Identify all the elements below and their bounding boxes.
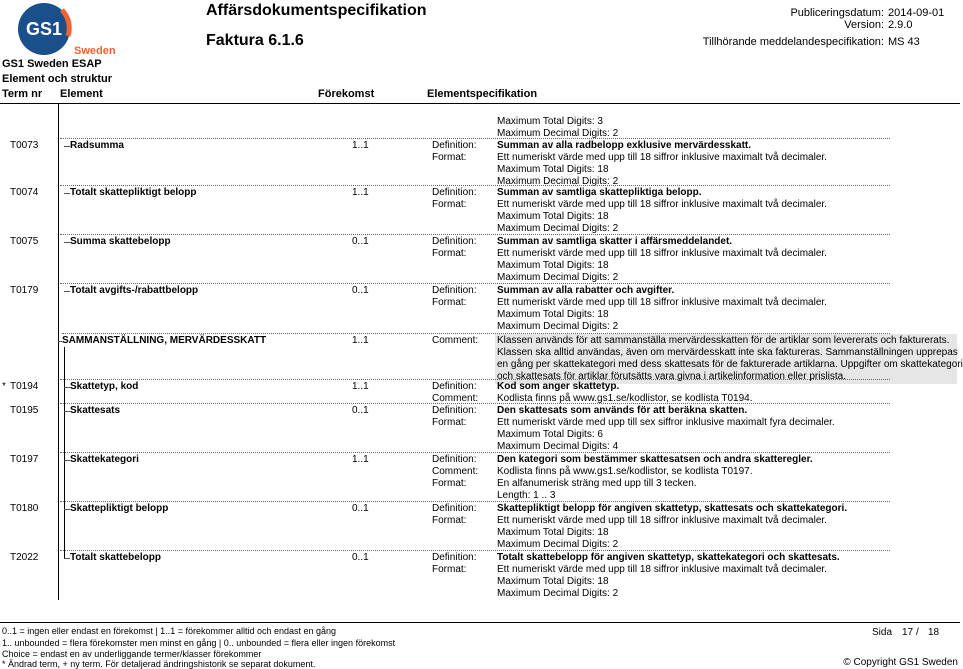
- row-separator: [60, 452, 890, 453]
- row-separator: [60, 185, 890, 186]
- term-number: T0073: [10, 140, 39, 151]
- element-name: Skattepliktigt belopp: [70, 503, 169, 514]
- footer-legend-1: 0..1 = ingen eller endast en förekomst | 1..1 = förekommer alltid och endast en gång: [2, 626, 337, 636]
- spec-label: Format:: [432, 297, 467, 308]
- element-name: Totalt avgifts-/rabattbelopp: [70, 285, 199, 296]
- element-name: Summa skattebelopp: [70, 236, 171, 247]
- occurrence: 1..1: [352, 187, 369, 198]
- spec-label: Comment:: [432, 335, 479, 346]
- term-number: T0195: [10, 405, 39, 416]
- spec-label: Comment:: [432, 466, 479, 477]
- spec-text: Maximum Total Digits: 18: [497, 309, 609, 320]
- occurrence: 1..1: [352, 454, 369, 465]
- term-number: T0197: [10, 454, 39, 465]
- element-name: Totalt skattepliktigt belopp: [70, 187, 197, 198]
- spec-continuation: Maximum Total Digits: 3: [497, 116, 603, 127]
- definition-text: Totalt skattebelopp för angiven skattetyp, skattekategori och skattesats.: [497, 552, 840, 563]
- spec-text: Maximum Total Digits: 18: [497, 527, 609, 538]
- page-current: 17: [902, 627, 914, 638]
- spec-continuation: Maximum Decimal Digits: 2: [497, 128, 619, 139]
- spec-text: En alfanumerisk sträng med upp till 3 tecken.: [497, 478, 697, 489]
- row-separator: [60, 550, 890, 551]
- document-title: Affärsdokumentspecifikation: [206, 2, 427, 19]
- row-separator: [60, 234, 890, 235]
- definition-text: Den skattesats som används för att beräkna skatten.: [497, 405, 748, 416]
- spec-text: Kodlista finns på www.gs1.se/kodlistor, se kodlista T0197.: [497, 466, 753, 477]
- document-subtitle: Faktura 6.1.6: [206, 32, 304, 49]
- term-number: T0180: [10, 503, 39, 514]
- spec-label: Format:: [432, 152, 467, 163]
- spec-label: Definition:: [432, 285, 477, 296]
- column-header-term: Term nr: [2, 88, 43, 100]
- spec-text: Ett numeriskt värde med upp till 18 siffror inklusive maximalt två decimaler.: [497, 564, 827, 575]
- spec-text: en gång per skattekategori med dess skattesats för de fakturerade artiklarna. Uppgifter om skattekategori: [497, 359, 963, 370]
- spec-text: Maximum Decimal Digits: 2: [497, 223, 619, 234]
- section-title: Element och struktur: [2, 73, 113, 85]
- spec-text: Maximum Decimal Digits: 2: [497, 588, 619, 599]
- footer-legend-2: 1.. unbounded = flera förekomster men minst en gång | 0.. unbounded = flera eller ingen förekomst: [2, 638, 396, 648]
- version-label: Version:: [844, 19, 884, 31]
- spec-label: Format:: [432, 199, 467, 210]
- related-spec-value: MS 43: [888, 36, 920, 48]
- row-separator: [60, 283, 890, 284]
- class-name: SAMMANSTÄLLNING, MERVÄRDESSKATT: [62, 335, 267, 346]
- spec-label: Definition:: [432, 140, 477, 151]
- column-header-element: Element: [60, 88, 103, 100]
- element-name: Skattesats: [70, 405, 121, 416]
- row-separator: [60, 403, 890, 404]
- row-separator: [60, 379, 890, 380]
- spec-text: Maximum Decimal Digits: 2: [497, 321, 619, 332]
- page-separator: /: [916, 627, 919, 638]
- page-total: 18: [928, 627, 940, 638]
- spec-text: Length: 1 .. 3: [497, 490, 556, 501]
- tree-trunk: [58, 104, 59, 600]
- logo-country: Sweden: [74, 45, 116, 57]
- spec-text: Klassen används för att sammanställa mervärdesskatten för de artiklar som levererats och fakturerats.: [497, 335, 950, 346]
- spec-text: Maximum Total Digits: 18: [497, 576, 609, 587]
- spec-text: Ett numeriskt värde med upp till 18 siffror inklusive maximalt två decimaler.: [497, 297, 827, 308]
- spec-label: Format:: [432, 515, 467, 526]
- spec-label: Format:: [432, 248, 467, 259]
- definition-text: Den kategori som bestämmer skattesatsen och andra skatteregler.: [497, 454, 813, 465]
- occurrence: 0..1: [352, 285, 369, 296]
- spec-text: och skattesats för artiklar förutsätts vara givna i artikelinformation eller prislista.: [497, 371, 847, 382]
- spec-text: Maximum Decimal Digits: 2: [497, 176, 619, 187]
- spec-text: Maximum Decimal Digits: 2: [497, 272, 619, 283]
- spec-text: Klassen ska alltid användas, även om mervärdesskatt inte ska faktureras. Sammanställningen upprepas: [497, 347, 958, 358]
- spec-text: Maximum Total Digits: 18: [497, 260, 609, 271]
- term-number: T0194: [10, 381, 39, 392]
- spec-text: Maximum Total Digits: 6: [497, 429, 603, 440]
- definition-text: Skattepliktigt belopp för angiven skattetyp, skattesats och skattekategori.: [497, 503, 848, 514]
- header-divider: [0, 103, 960, 104]
- spec-text: Maximum Decimal Digits: 2: [497, 539, 619, 550]
- definition-text: Summan av samtliga skatter i affärsmeddelandet.: [497, 236, 733, 247]
- occurrence: 0..1: [352, 552, 369, 563]
- occurrence: 0..1: [352, 236, 369, 247]
- spec-text: Ett numeriskt värde med upp till 18 siffror inklusive maximalt två decimaler.: [497, 199, 827, 210]
- term-number: T0074: [10, 187, 39, 198]
- spec-label: Definition:: [432, 503, 477, 514]
- row-separator: [62, 333, 890, 334]
- changed-marker: *: [2, 381, 6, 392]
- element-name: Radsumma: [70, 140, 124, 151]
- footer-legend-3: Choice = endast en av underliggande termer/klasser förekommer: [2, 649, 262, 659]
- spec-text: Maximum Total Digits: 18: [497, 211, 609, 222]
- occurrence: 1..1: [352, 335, 369, 346]
- spec-label: Definition:: [432, 552, 477, 563]
- organization: GS1 Sweden ESAP: [2, 58, 102, 70]
- spec-label: Definition:: [432, 454, 477, 465]
- spec-text: Ett numeriskt värde med upp till 18 siffror inklusive maximalt två decimaler.: [497, 152, 827, 163]
- definition-text: Summan av samtliga skattepliktiga belopp.: [497, 187, 702, 198]
- spec-label: Definition:: [432, 381, 477, 392]
- page-label: Sida: [872, 627, 893, 638]
- gs1-sweden-logo: [4, 2, 116, 58]
- column-header-specification: Elementspecifikation: [427, 88, 538, 100]
- occurrence: 0..1: [352, 405, 369, 416]
- column-header-occurrence: Förekomst: [318, 88, 375, 100]
- definition-text: Summan av alla rabatter och avgifter.: [497, 285, 675, 296]
- spec-label: Definition:: [432, 405, 477, 416]
- version-value: 2.9.0: [888, 19, 913, 31]
- term-number: T0179: [10, 285, 39, 296]
- publication-date: 2014-09-01: [888, 7, 945, 19]
- occurrence: 1..1: [352, 381, 369, 392]
- spec-text: Ett numeriskt värde med upp till 18 siffror inklusive maximalt två decimaler.: [497, 515, 827, 526]
- row-separator: [60, 501, 890, 502]
- occurrence: 0..1: [352, 503, 369, 514]
- spec-label: Definition:: [432, 187, 477, 198]
- element-name: Totalt skattebelopp: [70, 552, 161, 563]
- row-separator: [60, 138, 890, 139]
- term-number: T2022: [10, 552, 39, 563]
- copyright: © Copyright GS1 Sweden: [843, 657, 958, 668]
- term-number: T0075: [10, 236, 39, 247]
- logo-text: GS1: [25, 19, 63, 39]
- publication-date-label: Publiceringsdatum:: [790, 7, 884, 19]
- footer-divider: [0, 622, 960, 623]
- occurrence: 1..1: [352, 140, 369, 151]
- spec-text: Maximum Decimal Digits: 4: [497, 441, 619, 452]
- element-name: Skattetyp, kod: [70, 381, 139, 392]
- element-name: Skattekategori: [70, 454, 139, 465]
- related-spec-label: Tillhörande meddelandespecifikation:: [702, 36, 884, 48]
- spec-text: Maximum Total Digits: 18: [497, 164, 609, 175]
- definition-text: Summan av alla radbelopp exklusive mervärdesskatt.: [497, 140, 752, 151]
- spec-text: Ett numeriskt värde med upp till sex siffror inklusive maximalt fyra decimaler.: [497, 417, 835, 428]
- footer-legend-4: * Ändrad term, + ny term. För detaljerad ändringshistorik se separat dokument.: [2, 659, 316, 669]
- spec-label: Format:: [432, 478, 467, 489]
- spec-label: Format:: [432, 417, 467, 428]
- definition-text: Kod som anger skattetyp.: [497, 381, 620, 392]
- spec-label: Definition:: [432, 236, 477, 247]
- spec-text: Kodlista finns på www.gs1.se/kodlistor, se kodlista T0194.: [497, 393, 753, 404]
- spec-label: Comment:: [432, 393, 479, 404]
- spec-text: Ett numeriskt värde med upp till 18 siffror inklusive maximalt två decimaler.: [497, 248, 827, 259]
- spec-label: Format:: [432, 564, 467, 575]
